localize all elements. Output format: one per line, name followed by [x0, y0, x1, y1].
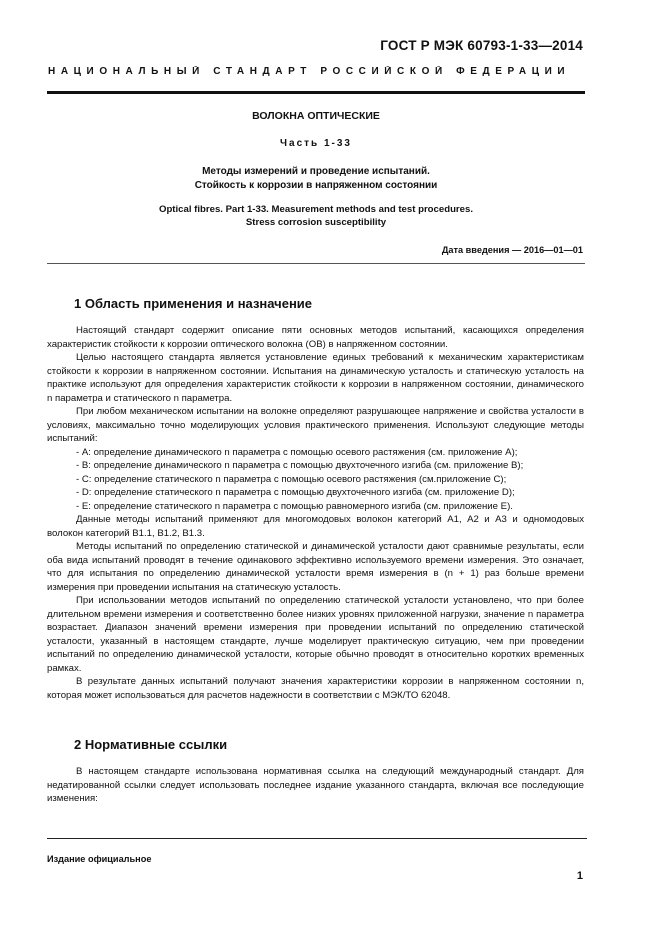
section-1-body — [47, 324, 584, 702]
list-item: - D: определение статического n параметра с помощью двухточечного изгиба (см. приложение D); — [76, 487, 515, 498]
part-number: Часть 1-33 — [280, 138, 352, 149]
introduction-date: Дата введения — 2016—01—01 — [441, 245, 583, 255]
russian-subtitle-line1: Методы измерений и проведение испытаний. — [202, 166, 430, 177]
paragraph: Целью настоящего стандарта является установление единых требований к механическим характеристикам стойкости к коррозии в напряженном состоянии. Испытания на динамическую усталость и статическую усталость на практике используют для определения характеристик стойкости к коррозии в напряженном состоянии, динамического n параметра и статического n параметра. — [47, 352, 584, 404]
date-divider — [47, 263, 585, 264]
paragraph: Методы испытаний по определению статической и динамической усталости дают сравнимые результаты, если оба вида испытаний проводят в течение одинакового эффективно используемого времени измерения. Это означает, что для испытания по определению динамической усталости время измерения в (n + 1) раз больше времени измерения при проведении испытания на статическую усталость. — [47, 541, 584, 593]
page-number: 1 — [576, 870, 583, 882]
paragraph: В результате данных испытаний получают значения характеристики коррозии в напряженном состоянии n, которая может использоваться для расчетов надежности в соответствии с МЭК/ТО 62048. — [47, 676, 584, 701]
list-item: - В: определение динамического n параметра с помощью двухточечного изгиба (см. приложение В); — [76, 460, 524, 471]
national-standard-banner: НАЦИОНАЛЬНЫЙ СТАНДАРТ РОССИЙСКОЙ ФЕДЕРАЦИИ — [48, 66, 571, 77]
list-item: - С: определение статического n параметра с помощью осевого растяжения (см.приложение С); — [76, 473, 507, 485]
english-subtitle — [47, 203, 585, 229]
section-1-heading: 1 Область применения и назначение — [74, 296, 313, 311]
header-divider — [47, 91, 585, 94]
paragraph: Данные методы испытаний применяют для многомодовых волокон категорий А1, А2 и А3 и одномодовых волокон категорий В1.1, В1.2, В1.3. — [47, 514, 584, 539]
section-2-heading: 2 Нормативные ссылки — [74, 737, 228, 752]
russian-subtitle-line2: Стойкость к коррозии в напряженном состоянии — [194, 180, 438, 191]
english-subtitle-line1: Optical fibres. Part 1-33. Measurement methods and test procedures. — [158, 204, 474, 215]
list-item: - А: определение динамического n параметра с помощью осевого растяжения (см. приложение А); — [76, 446, 518, 458]
section-2-body — [47, 765, 584, 806]
paragraph: При использовании методов испытаний по определению статической усталости установлено, что при более длительном времени измерения и соответственно более низких уровнях приложенной нагрузки, значение n параметра возрастает. Диапазон значений времени измерения при проведении испытаний по определению статической усталости, указанный в настоящем стандарте, лучше моделирует практическую ситуацию, чем при проведении испытаний по определению динамической усталости, которые обычно проводят в относительно коротких временных рамках. — [47, 595, 584, 674]
document-title: ВОЛОКНА ОПТИЧЕСКИЕ — [252, 110, 380, 122]
paragraph: Настоящий стандарт содержит описание пяти основных методов испытаний, касающихся определения характеристик стойкости к коррозии оптического волокна (ОВ) в напряженном состоянии. — [47, 325, 584, 350]
paragraph: При любом механическом испытании на волокне определяют разрушающее напряжение и свойства усталости в условиях, максимально точно моделирующих условия практического применения. Используют следующие методы испытаний: — [47, 406, 584, 444]
footer-divider — [47, 838, 587, 839]
paragraph: В настоящем стандарте использована нормативная ссылка на следующий международный стандарт. Для недатированной ссылки следует использовать последнее издание указанного стандарта, включая все последующие изменения: — [47, 766, 584, 804]
standard-code: ГОСТ Р МЭК 60793-1-33—2014 — [380, 38, 583, 53]
official-edition-label: Издание официальное — [47, 854, 152, 864]
list-item: - Е: определение статического n параметра с помощью равномерного изгиба (см. приложение Е). — [76, 500, 513, 512]
english-subtitle-line2: Stress corrosion susceptibility — [245, 217, 387, 228]
russian-subtitle — [47, 165, 585, 193]
